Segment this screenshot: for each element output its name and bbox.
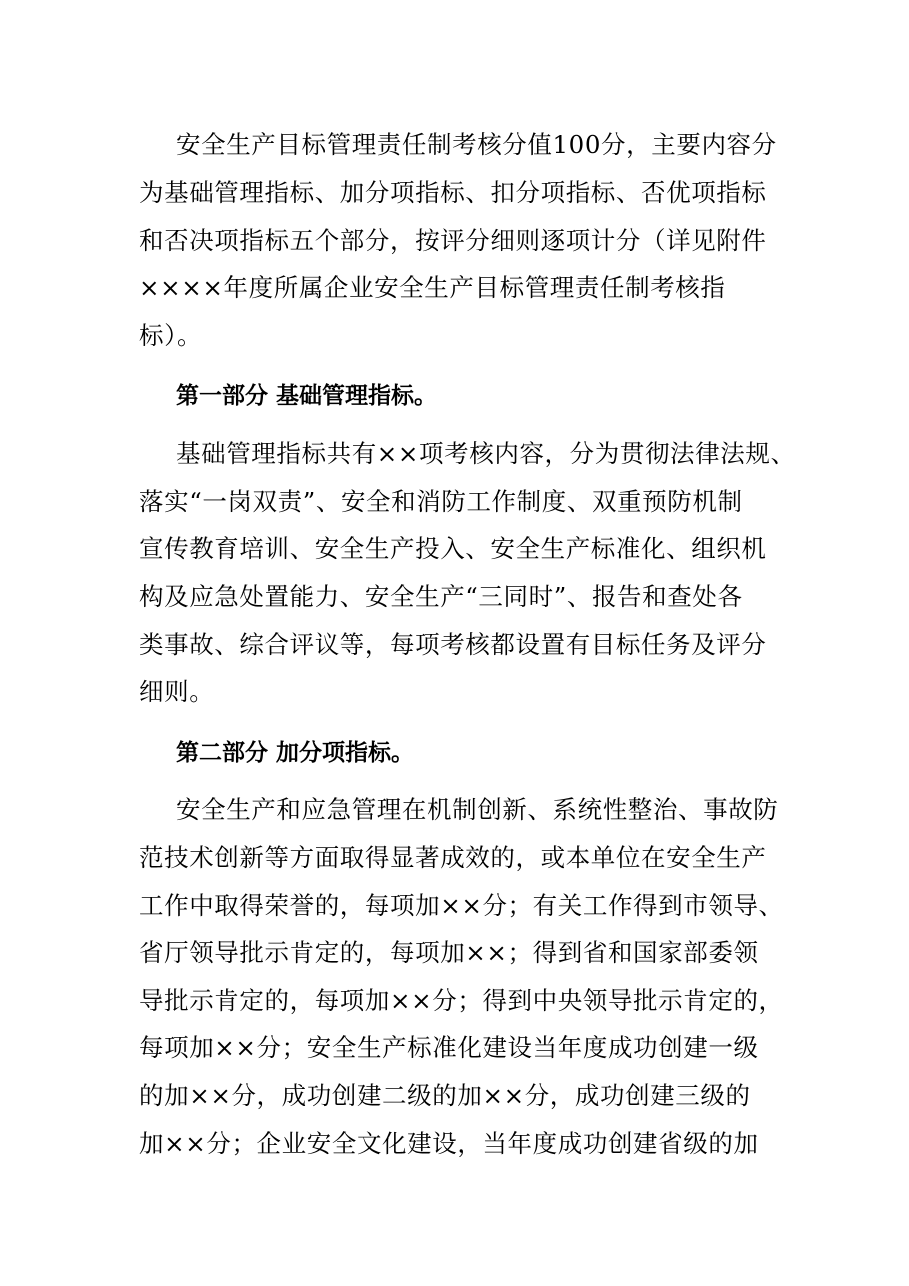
section2-line-8: 加××分；企业安全文化建设，当年度成功创建省级的加 [139,1129,759,1158]
section1-heading: 第一部分 基础管理指标。 [176,383,438,409]
section1-line-5: 类事故、综合评议等，每项考核都设置有目标任务及评分 [139,630,767,659]
intro-line-2: 为基础管理指标、加分项指标、扣分项指标、否优项指标 [139,178,767,207]
section2-line-2: 范技术创新等方面取得显著成效的，或本单位在安全生产 [139,843,767,872]
section1-line-3: 宣传教育培训、安全生产投入、安全生产标准化、组织机 [139,534,767,563]
section1-line-1: 基础管理指标共有××项考核内容，分为贯彻法律法规、 [176,439,796,468]
section2-heading: 第二部分 加分项指标。 [176,740,415,766]
intro-line-4: ××××年度所属企业安全生产目标管理责任制考核指 [139,273,726,302]
section2-line-6: 每项加××分；安全生产标准化建设当年度成功创建一级 [139,1033,759,1062]
intro-line-5: 标）。 [139,321,203,350]
intro-line-3: 和否决项指标五个部分，按评分细则逐项计分（详见附件 [139,226,767,255]
section1-line-6: 细则。 [139,677,215,706]
section2-line-4: 省厅领导批示肯定的，每项加××；得到省和国家部委领 [139,938,759,967]
section2-line-5: 导批示肯定的，每项加××分；得到中央领导批示肯定的， [139,986,784,1015]
section2-line-1: 安全生产和应急管理在机制创新、系统性整治、事故防 [176,795,779,824]
section1-line-4: 构及应急处置能力、安全生产“三同时”、报告和查处各 [139,582,743,611]
section2-line-7: 的加××分，成功创建二级的加××分，成功创建三级的 [139,1081,751,1110]
intro-line-1: 安全生产目标管理责任制考核分值100分，主要内容分 [176,130,777,159]
section2-line-3: 工作中取得荣誉的，每项加××分；有关工作得到市领导、 [139,891,784,920]
section1-line-2: 落实“一岗双责”、安全和消防工作制度、双重预防机制 [139,487,743,516]
